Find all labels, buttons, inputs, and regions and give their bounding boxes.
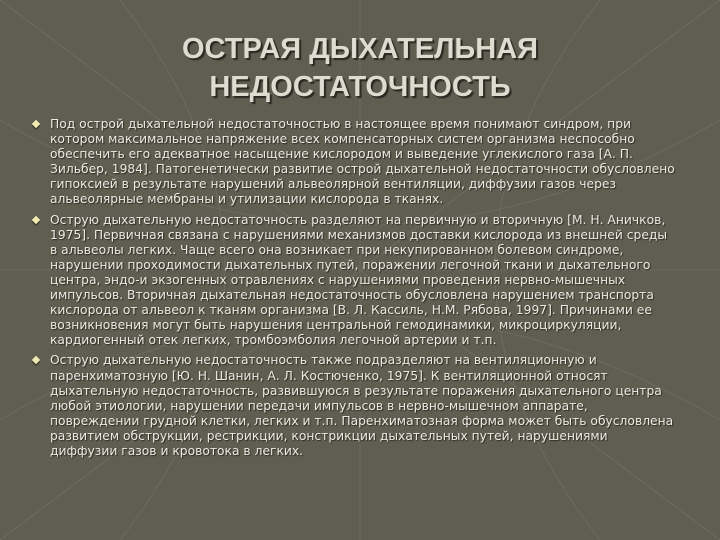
title-line-1: ОСТРАЯ ДЫХАТЕЛЬНАЯ	[181, 33, 538, 65]
bullet-item	[30, 117, 675, 208]
title-line-2: НЕДОСТАТОЧНОСТЬ	[209, 71, 511, 103]
bullet-text: Острую дыхательную недостаточность также подразделяют на вентиляционную и паренхиматозную [Ю. Н. Шанин, А. Л. Костюченко, 1975]. К вентиляционной относят дыхательную недостаточность, развившуюся в результате поражения дыхательного центра любой этиологии, нарушении передачи импульсов в нервно-мышечном аппарате, повреждении грудной клетки, легких и т.п. Паренхиматозная форма может быть обусловлена развитием обструкции, рестрикции, констрикции дыхательных путей, нарушениями диффузии газов и кровотока в легких.	[50, 353, 674, 458]
bullet-text: Острую дыхательную недостаточность разделяют на первичную и вторичную [М. Н. Аничков, 1975]. Первичная связана с нарушениями механизмов доставки кислорода из внешней среды в альвеолы легких. Чаще всего она возникает при некупированном болевом синдроме, нарушении проходимости дыхательных путей, поражении легочной ткани и дыхательного центра, эндо-и экзогенных отравлениях с нарушениями проведения нервно-мышечных импульсов. Вторичная дыхательная недостаточность обусловлена нарушением транспорта кислорода от альвеол к тканям организма [В. Л. Кассиль, Н.М. Рябова, 1997]. Причинами ее возникновения могут быть нарушения центральной гемодинамики, микроциркуляции, кардиогенный отек легких, тромбоэмболия легочной артерии и т.п.	[50, 212, 668, 348]
bullet-icon	[32, 356, 40, 364]
bullet-icon	[32, 215, 40, 223]
bullet-item	[30, 353, 675, 459]
bullet-text: Под острой дыхательной недостаточностью в настоящее время понимают синдром, при котором максимальное напряжение всех компенсаторных систем организма неспособно обеспечить его адекватное насыщение кислородом и выведение углекислого газа [А. П. Зильбер, 1984]. Патогенетически развитие острой дыхательной недостаточности обусловлено гипоксией в результате нарушений альвеолярной вентиляции, диффузии газов через альвеолярные мембраны и утилизации кислорода в тканях.	[50, 117, 675, 207]
bullet-icon	[32, 120, 40, 128]
bullet-list	[30, 117, 675, 464]
slide-title	[60, 30, 660, 106]
bullet-item	[30, 213, 675, 349]
